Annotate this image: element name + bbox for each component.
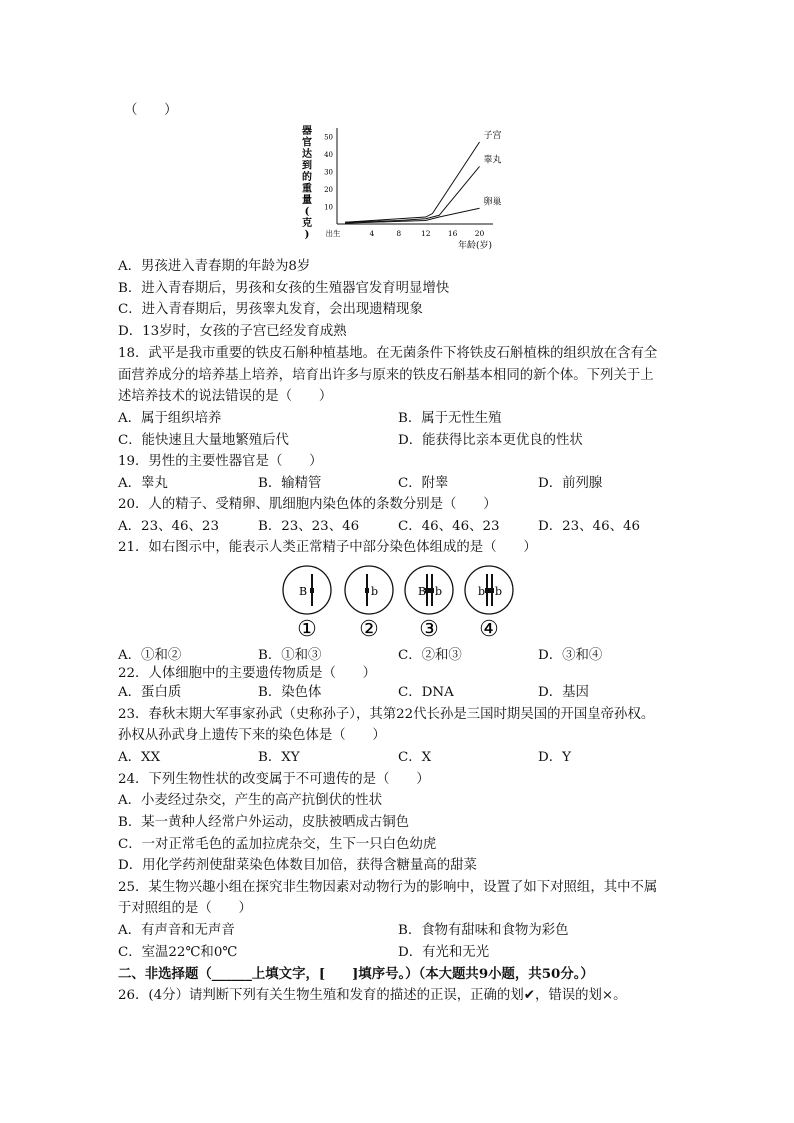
q22-option-a: A．蛋白质 [118, 685, 182, 700]
q18-option-c: C．能快速且大量地繁殖后代 [118, 433, 289, 448]
cell-4-gene-b-left: b [478, 585, 486, 598]
q18-option-a: A．属于组织培养 [118, 411, 222, 426]
q17-option-c: C．进入青春期后，男孩睾丸发育，会出现遗精现象 [118, 302, 423, 317]
q19-option-d: D．前列腺 [538, 476, 603, 491]
q25-option-a: A．有声音和无声音 [118, 923, 235, 938]
q19-option-b: B．输精管 [258, 476, 322, 491]
q18-option-d: D．能获得比亲本更优良的性状 [398, 433, 583, 448]
cell-3-number: ③ [419, 617, 439, 642]
q22-option-b: B．染色体 [258, 685, 322, 700]
q17-option-a: A．男孩进入青春期的年龄为8岁 [118, 259, 311, 274]
chart-series-label: 睾丸 [483, 155, 502, 166]
q24-stem: 24．下列生物性状的改变属于不可遗传的是（ ） [118, 772, 430, 787]
q20-stem: 20．人的精子、受精卵、肌细胞内染色体的条数分别是（ ） [118, 497, 497, 512]
q21-option-c: C．②和③ [398, 648, 462, 663]
chart-x-tick-label: 出生 [325, 229, 341, 238]
chart-y-label-char: 重 [302, 183, 312, 195]
q23-option-c: C．X [398, 750, 432, 765]
chromosome-figure [270, 560, 530, 644]
chart-y-label-char: ( [304, 206, 310, 218]
q23-option-a: A．XX [118, 750, 161, 765]
chart-y-label-char: ) [304, 229, 310, 241]
q18-option-b: B．属于无性生殖 [398, 411, 502, 426]
cell-3-gene-B: B [418, 585, 427, 598]
chart-x-tick-label: 12 [420, 229, 431, 238]
q17-option-b: B．进入青春期后，男孩和女孩的生殖器官发育明显增快 [118, 281, 450, 296]
chart-y-tick-label: 30 [324, 168, 333, 177]
q21-option-b: B．①和③ [258, 648, 322, 663]
cell-2-number: ② [359, 617, 379, 642]
q26-stem: 26．(4分）请判断下列有关生物生殖和发育的描述的正误，正确的划✔，错误的划×。 [118, 988, 627, 1003]
chart-y-label-char: 克 [302, 218, 312, 229]
q25-option-b: B．食物有甜味和食物为彩色 [398, 923, 569, 938]
chart-y-label-char: 官 [302, 137, 312, 149]
q19-option-a: A．睾丸 [118, 476, 168, 491]
chart-y-tick-label: 50 [324, 133, 333, 142]
chart-series-line-子宫 [345, 142, 480, 222]
chart-series-label: 子宫 [483, 130, 502, 141]
cell-4-number: ④ [479, 617, 499, 642]
chart-x-tick-label: 20 [474, 229, 485, 238]
cell-4-gene-b-right: b [495, 585, 503, 598]
chart-y-tick-label: 10 [324, 203, 333, 212]
chart-y-label-char: 到 [302, 160, 312, 172]
chart-x-axis-label: 年龄(岁) [457, 241, 493, 251]
cell-3 [405, 566, 453, 642]
q20-option-a: A．23、46、23 [118, 519, 219, 534]
q17-option-d: D．13岁时，女孩的子宫已经发育成熟 [118, 324, 347, 339]
q22-stem: 22．人体细胞中的主要遗传物质是（ ） [118, 666, 377, 681]
cell-4 [465, 566, 513, 642]
chart-series-line-睾丸 [345, 166, 480, 222]
cell-2 [345, 566, 393, 642]
q23-stem-line2: 孙权从孙武身上遗传下来的染色体是（ ） [118, 728, 386, 743]
q24-option-d: D．用化学药剂使甜菜染色体数目加倍，获得含糖量高的甜菜 [118, 858, 477, 873]
q17-blank: （ ） [124, 103, 178, 118]
chart-y-label-char: 的 [302, 172, 312, 183]
section2-title: 二、非选择题（______上填文字，[ ]填序号。）（本大题共9小题，共50分。） [118, 966, 594, 982]
chart-y-axis-label [301, 124, 312, 241]
chart-x-tick-label: 16 [447, 229, 458, 238]
q23-option-b: B．XY [258, 750, 300, 765]
q18-stem-line2: 面营养成分的培养基上培养，培育出许多与原来的铁皮石斛基本相同的新个体。下列关于上 [118, 368, 654, 383]
cell-1-gene: B [299, 585, 308, 598]
q21-option-a: A．①和② [118, 648, 182, 663]
chart-y-tick-label: 40 [324, 151, 333, 160]
q24-option-b: B．某一黄种人经常户外运动，皮肤被晒成古铜色 [118, 815, 410, 830]
cell-3-gene-b: b [435, 585, 443, 598]
chart-y-label-char: 器 [302, 126, 312, 137]
q23-option-d: D．Y [538, 750, 571, 765]
q20-option-c: C．46、46、23 [398, 519, 500, 534]
q21-stem: 21．如右图示中，能表示人类正常精子中部分染色体组成的是（ ） [118, 540, 537, 555]
q25-stem-line1: 25．某生物兴趣小组在探究非生物因素对动物行为的影响中，设置了如下对照组，其中不属 [118, 880, 658, 895]
q19-option-c: C．附睾 [398, 476, 449, 491]
q18-stem-line3: 述培养技术的说法错误的是（ ） [118, 389, 333, 404]
chart-y-label-char: 达 [302, 149, 312, 160]
q22-option-d: D．基因 [538, 685, 589, 700]
q25-option-d: D．有光和无光 [398, 945, 490, 960]
cell-2-gene: b [371, 585, 379, 598]
chart-y-tick-label: 20 [324, 186, 333, 195]
organ-weight-chart [295, 120, 515, 255]
q20-option-b: B．23、23、46 [258, 519, 360, 534]
q18-stem-line1: 18．武平是我市重要的铁皮石斛种植基地。在无菌条件下将铁皮石斛植株的组织放在含有全 [118, 346, 658, 361]
cell-1-number: ① [297, 617, 317, 642]
q24-option-c: C．一对正常毛色的孟加拉虎杂交，生下一只白色幼虎 [118, 837, 437, 852]
q21-option-d: D．③和④ [538, 648, 603, 663]
cell-1 [283, 566, 331, 642]
q23-stem-line1: 23．春秋末期大军事家孙武（史称孙子），其第22代长孙是三国时期吴国的开国皇帝孙权。 [118, 707, 655, 722]
chart-x-tick-label: 8 [396, 229, 402, 238]
q22-option-c: C．DNA [398, 685, 454, 700]
q20-option-d: D．23、46、46 [538, 519, 641, 534]
chart-series-label: 卵巢 [483, 197, 502, 208]
q25-option-c: C．室温22℃和0℃ [118, 945, 238, 960]
q19-stem: 19．男性的主要性器官是（ ） [118, 454, 323, 469]
q25-stem-line2: 于对照组的是（ ） [118, 901, 252, 916]
chart-y-label-char: 量 [302, 195, 312, 206]
chart-x-tick-label: 4 [369, 229, 375, 238]
q24-option-a: A．小麦经过杂交，产生的高产抗倒伏的性状 [118, 793, 383, 808]
